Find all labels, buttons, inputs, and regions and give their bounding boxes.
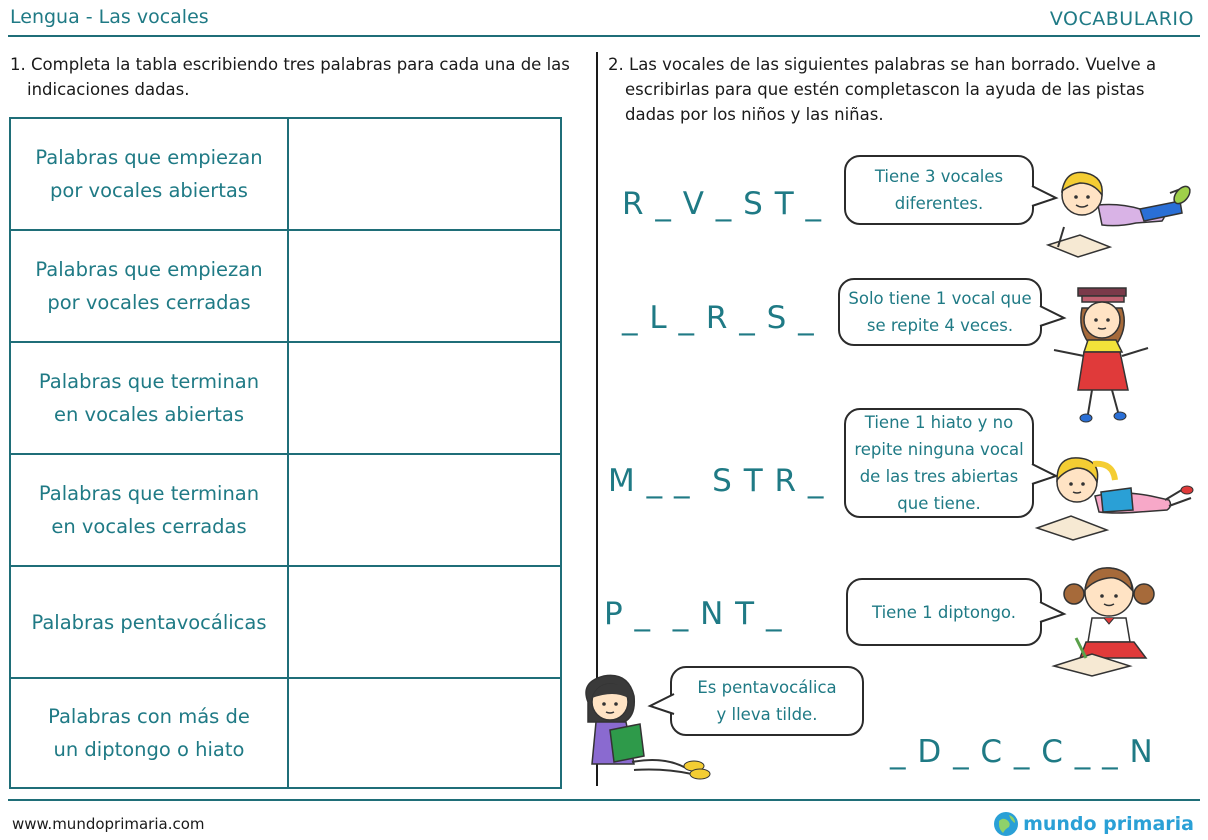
category-label: VOCABULARIO: [1049, 8, 1194, 30]
globe-icon: [993, 811, 1019, 837]
table-row-label: [11, 343, 287, 453]
hint-line: se repite 4 veces.: [866, 316, 1014, 335]
hint-line: repite ninguna vocal: [854, 440, 1024, 459]
answer-cell[interactable]: [289, 231, 560, 341]
hint-bubble-1: [844, 155, 1034, 225]
row-label-line1: Palabras que terminan: [38, 482, 260, 505]
hint-line: que tiene.: [897, 494, 981, 513]
header-rule: [8, 35, 1200, 37]
table-row-label: [11, 455, 287, 565]
row-label-line2: por vocales cerradas: [47, 291, 251, 314]
row-label-line1: Palabras con más de: [48, 705, 250, 728]
exercise-2-number: 2.: [608, 55, 624, 74]
exercise-2-instruction: [608, 52, 1188, 127]
exercise-1-instruction: [10, 52, 590, 102]
table-row: [11, 231, 560, 343]
vocabulary-table: [9, 117, 562, 789]
answer-cell[interactable]: [289, 567, 560, 677]
table-row-label: [11, 567, 287, 677]
girl-reading-illustration: [1035, 440, 1195, 545]
hint-bubble-4: [846, 578, 1042, 646]
row-label-line2: por vocales abiertas: [50, 179, 248, 202]
answer-cell[interactable]: [289, 119, 560, 229]
exercise-2-text-line1: Las vocales de las siguientes palabras se han borrado. Vuelve a: [629, 55, 1157, 74]
footer-url[interactable]: www.mundoprimaria.com: [12, 815, 205, 833]
hint-line: Tiene 3 vocales: [874, 167, 1004, 186]
brand-logo[interactable]: [993, 811, 1194, 837]
hint-line: Solo tiene 1 vocal que: [848, 289, 1032, 308]
hint-line: Tiene 1 diptongo.: [872, 602, 1016, 622]
puzzle-word-1[interactable]: R _ V _ S T _: [622, 186, 822, 222]
girl-with-book-illustration: [574, 672, 714, 782]
hint-line: y lleva tilde.: [716, 705, 818, 724]
table-row: [11, 119, 560, 231]
answer-cell[interactable]: [289, 455, 560, 565]
table-row: [11, 343, 560, 455]
answer-cell[interactable]: [289, 343, 560, 453]
row-label-line1: Palabras que terminan: [38, 370, 260, 393]
hint-bubble-3: [844, 408, 1034, 518]
table-row-label: [11, 679, 287, 787]
hint-line: Es pentavocálica: [697, 678, 837, 697]
brand-name: mundo primaria: [1023, 813, 1194, 835]
table-row-label: [11, 119, 287, 229]
answer-cell[interactable]: [289, 679, 560, 787]
puzzle-word-4[interactable]: P _ _ N T _: [604, 596, 783, 632]
exercise-1-text-line1: Completa la tabla escribiendo tres palabras para cada una de las: [31, 55, 570, 74]
row-label-line2: en vocales abiertas: [54, 403, 244, 426]
hint-line: Tiene 1 hiato y no: [864, 413, 1014, 432]
hint-line: diferentes.: [894, 194, 984, 213]
row-label-line2: en vocales cerradas: [51, 515, 247, 538]
row-label-line1: Palabras que empiezan: [35, 258, 263, 281]
hint-line: de las tres abiertas: [859, 467, 1019, 486]
boy-writing-illustration: [1040, 165, 1190, 260]
page-title: Lengua - Las vocales: [10, 6, 209, 28]
footer-rule: [8, 799, 1200, 801]
puzzle-word-3[interactable]: M _ _ S T R _: [608, 463, 825, 499]
exercise-2-text-line2: escribirlas para que estén completascon la ayuda de las pistas: [625, 80, 1145, 99]
exercise-2-text-line3: dadas por los niños y las niñas.: [625, 105, 884, 124]
puzzle-word-2[interactable]: _ L _ R _ S _: [622, 300, 815, 336]
row-label-line1: Palabras pentavocálicas: [31, 610, 267, 634]
row-label-line2: un diptongo o hiato: [53, 738, 245, 761]
table-row: [11, 455, 560, 567]
row-label-line1: Palabras que empiezan: [35, 146, 263, 169]
table-row: [11, 679, 560, 787]
puzzle-word-5[interactable]: _ D _ C _ C _ _ N: [890, 734, 1154, 770]
table-row: [11, 567, 560, 679]
exercise-1-number: 1.: [10, 55, 26, 74]
exercise-1-text-line2: indicaciones dadas.: [27, 80, 190, 99]
girl-with-books-illustration: [1048, 282, 1158, 432]
girl-sitting-writing-illustration: [1052, 558, 1177, 683]
table-row-label: [11, 231, 287, 341]
hint-bubble-2: [838, 278, 1042, 346]
